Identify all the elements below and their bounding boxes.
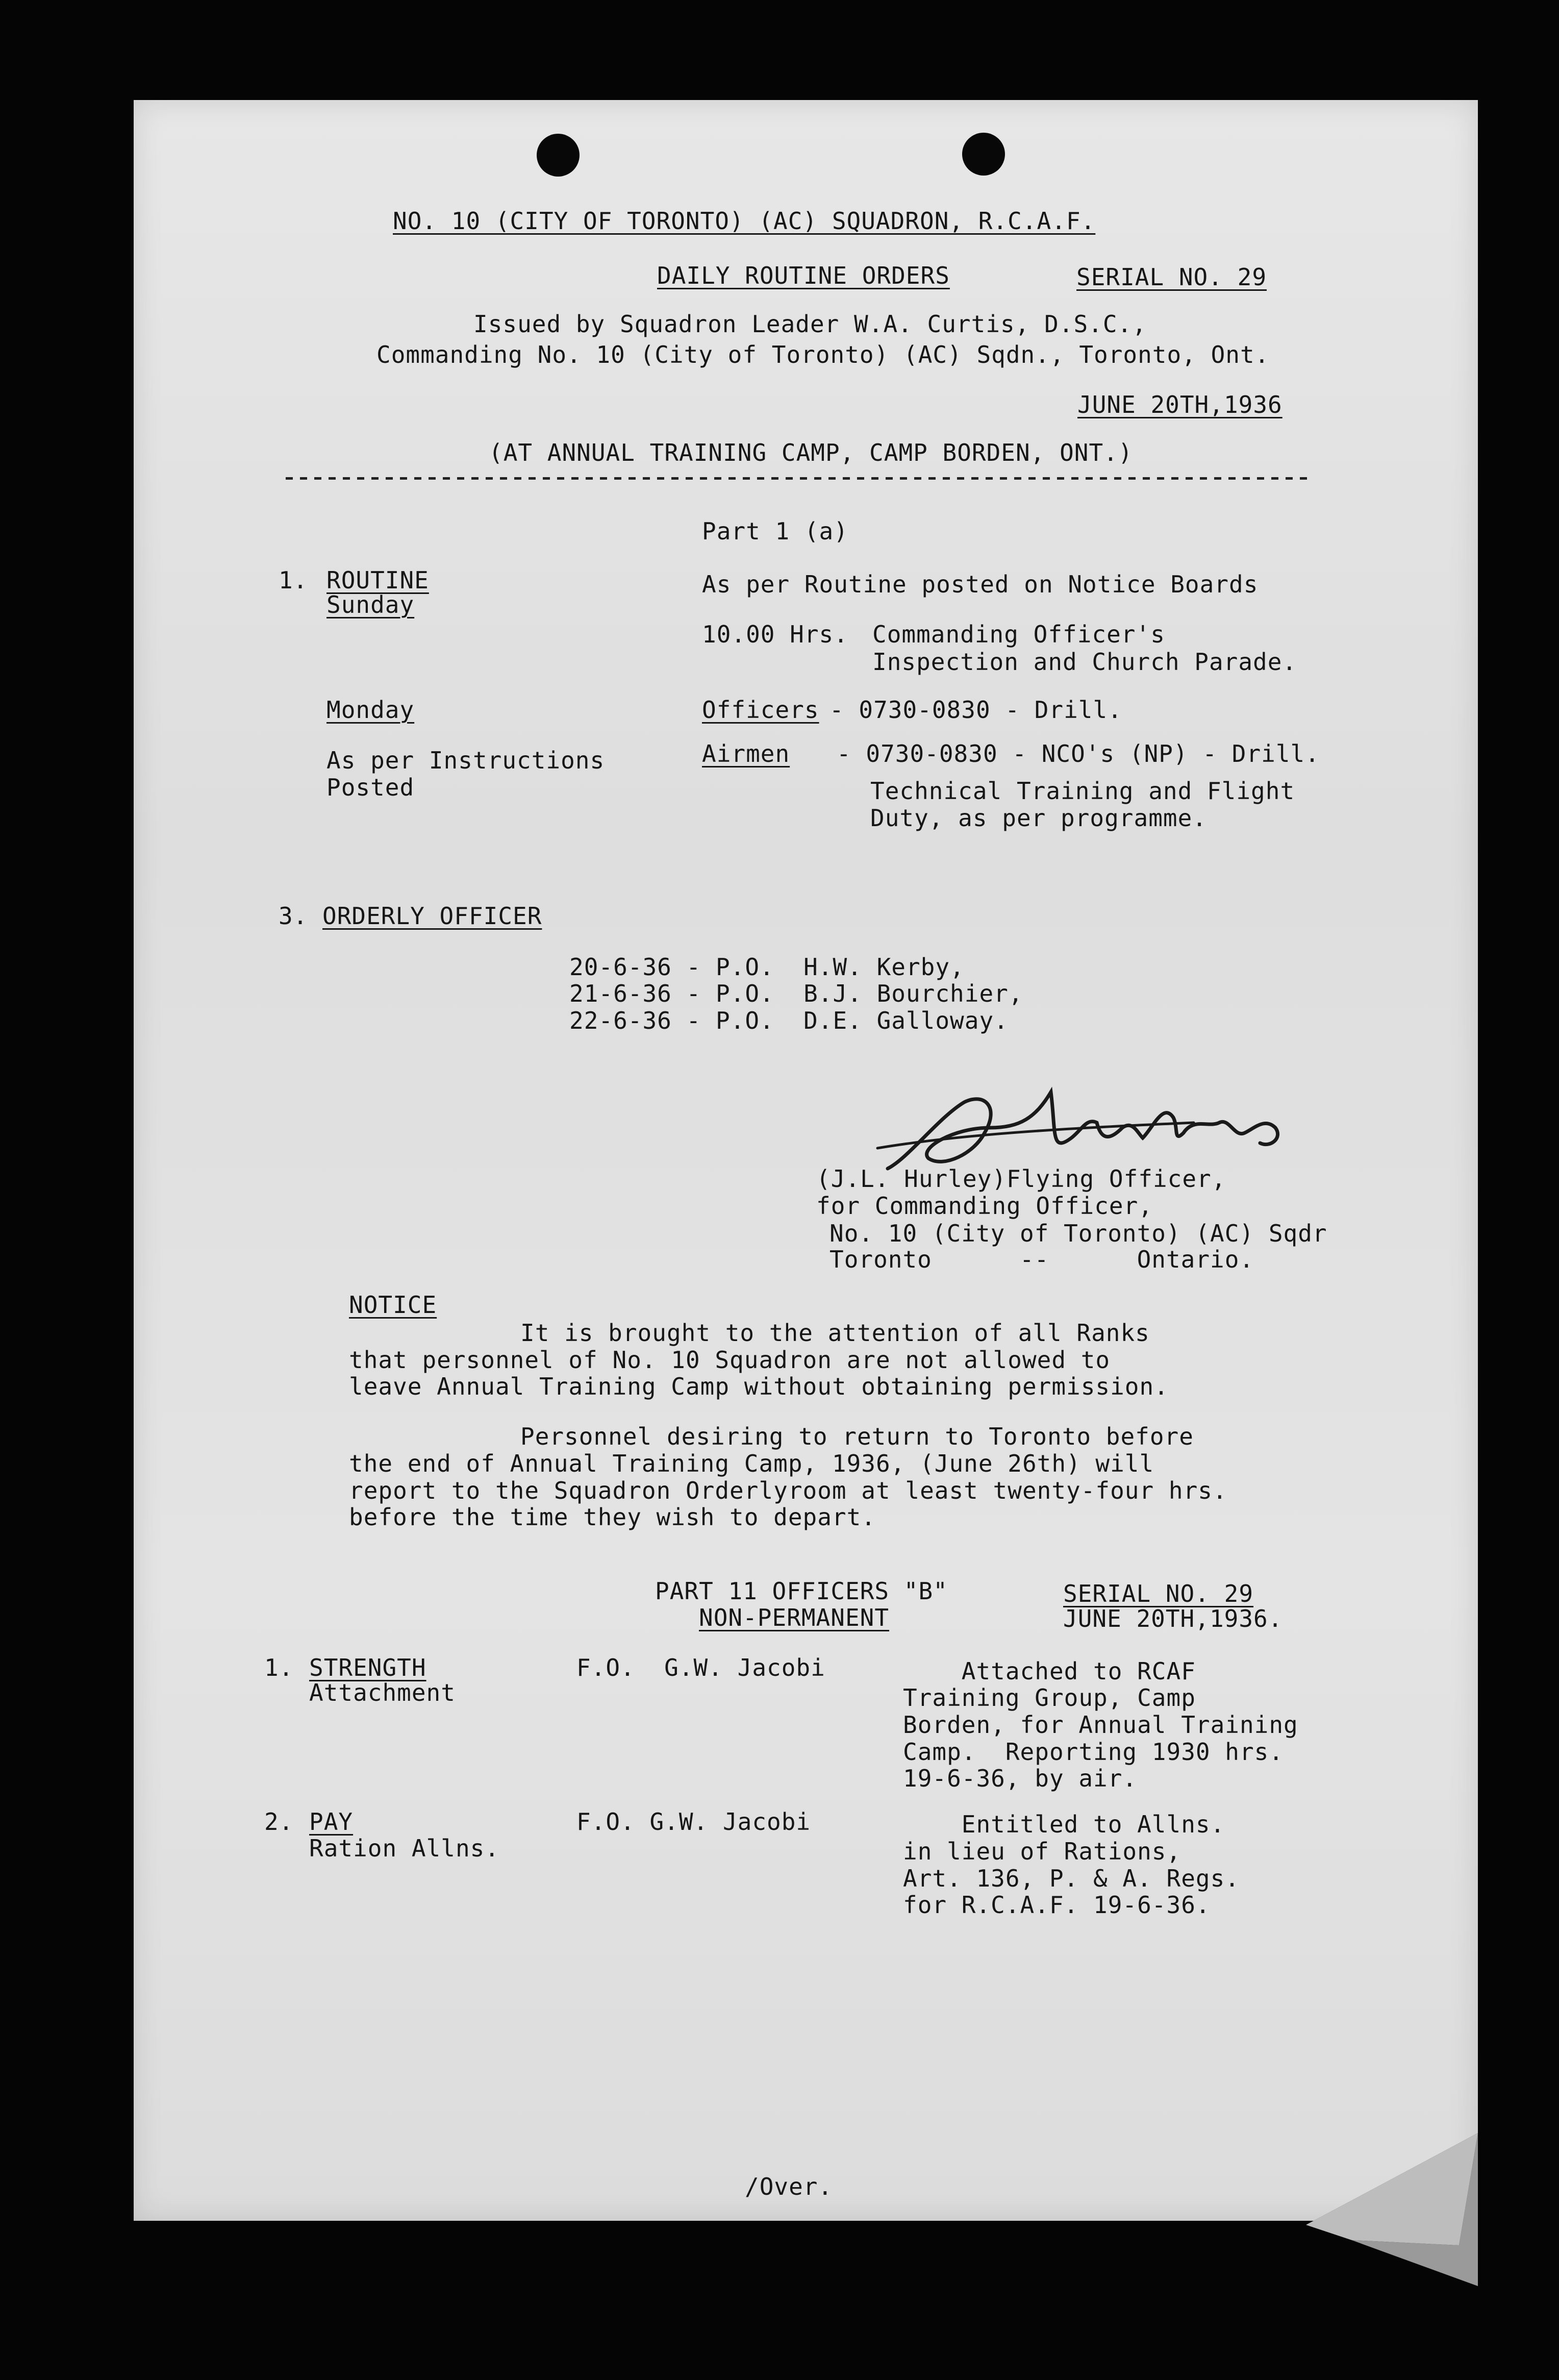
- notice-text: before the time they wish to depart.: [349, 1503, 876, 1531]
- pay-detail: Entitled to Allns.: [903, 1811, 1225, 1838]
- part1-heading: Part 1 (a): [702, 517, 848, 545]
- part2-heading: PART 11 OFFICERS "B": [655, 1577, 948, 1605]
- punch-hole-left: [537, 134, 580, 177]
- monday-note-continued: Posted: [326, 774, 415, 801]
- orderly-entry: 21-6-36 - P.O. B.J. Bourchier,: [569, 980, 1023, 1007]
- orders-title: DAILY ROUTINE ORDERS: [657, 262, 950, 289]
- pay-subtitle: Ration Allns.: [309, 1834, 500, 1862]
- sunday-event-continued: Inspection and Church Parade.: [872, 648, 1297, 676]
- signatory-location: Toronto -- Ontario.: [829, 1246, 1254, 1273]
- sunday-event: Commanding Officer's: [872, 621, 1165, 648]
- sunday-routine: As per Routine posted on Notice Boards: [702, 571, 1259, 598]
- signatory-role: for Commanding Officer,: [816, 1192, 1153, 1220]
- officers-schedule: - 0730-0830 - Drill.: [829, 696, 1122, 724]
- pay-officer: F.O. G.W. Jacobi: [576, 1808, 811, 1836]
- orderly-entry: 22-6-36 - P.O. D.E. Galloway.: [569, 1007, 1009, 1034]
- notice-text: the end of Annual Training Camp, 1936, (June 26th) will: [349, 1450, 1154, 1477]
- strength-detail: Training Group, Camp: [903, 1684, 1196, 1712]
- order-date: JUNE 20TH,1936: [1077, 391, 1283, 418]
- squadron-heading: NO. 10 (CITY OF TORONTO) (AC) SQUADRON, R.C.A.F.: [393, 207, 1096, 235]
- signatory-name: (J.L. Hurley)Flying Officer,: [816, 1165, 1226, 1193]
- airmen-schedule: - 0730-0830 - NCO's (NP) - Drill.: [837, 740, 1320, 767]
- pay-detail: for R.C.A.F. 19-6-36.: [903, 1891, 1211, 1919]
- dashed-divider: [286, 477, 1311, 480]
- pay-detail: in lieu of Rations,: [903, 1838, 1181, 1865]
- orderly-entry: 20-6-36 - P.O. H.W. Kerby,: [569, 953, 965, 981]
- signatory-unit: No. 10 (City of Toronto) (AC) Sqdr: [829, 1220, 1327, 1247]
- notice-title: NOTICE: [349, 1291, 437, 1319]
- item-number: 1.: [279, 566, 308, 594]
- officers-label: Officers: [702, 696, 819, 724]
- item-number: 3.: [279, 902, 308, 930]
- pay-detail: Art. 136, P. & A. Regs.: [903, 1865, 1240, 1892]
- notice-text: that personnel of No. 10 Squadron are not allowed to: [349, 1346, 1111, 1374]
- notice-text: leave Annual Training Camp without obtaining permission.: [349, 1373, 1169, 1400]
- strength-detail: Camp. Reporting 1930 hrs.: [903, 1738, 1284, 1766]
- curled-page-corner: [1306, 2133, 1559, 2378]
- strength-detail: Borden, for Annual Training: [903, 1711, 1298, 1739]
- camp-location: (AT ANNUAL TRAINING CAMP, CAMP BORDEN, ONT.): [489, 439, 1133, 466]
- page-over-marker: /Over.: [745, 2173, 833, 2200]
- part2-date: JUNE 20TH,1936.: [1063, 1605, 1283, 1632]
- orderly-officer-title: ORDERLY OFFICER: [322, 902, 542, 930]
- strength-subtitle: Attachment: [309, 1679, 456, 1706]
- item-number: 2.: [264, 1808, 294, 1836]
- strength-title: STRENGTH: [309, 1654, 426, 1681]
- sunday-label: Sunday: [326, 591, 415, 618]
- serial-number: SERIAL NO. 29: [1076, 263, 1267, 291]
- monday-note: As per Instructions: [326, 747, 605, 774]
- issued-by-line: Issued by Squadron Leader W.A. Curtis, D.S.C.,: [473, 310, 1147, 338]
- punch-hole-right: [962, 133, 1005, 176]
- airmen-training-continued: Duty, as per programme.: [870, 804, 1207, 832]
- strength-officer: F.O. G.W. Jacobi: [576, 1654, 825, 1681]
- notice-text: report to the Squadron Orderlyroom at least twenty-four hrs.: [349, 1477, 1227, 1504]
- part2-serial: SERIAL NO. 29: [1063, 1580, 1254, 1607]
- airmen-training: Technical Training and Flight: [870, 777, 1295, 805]
- part2-subheading: NON-PERMANENT: [699, 1604, 890, 1631]
- strength-detail: 19-6-36, by air.: [903, 1765, 1138, 1792]
- routine-title: ROUTINE: [326, 566, 429, 594]
- airmen-label: Airmen: [702, 740, 790, 767]
- item-number: 1.: [264, 1654, 294, 1681]
- pay-title: PAY: [309, 1808, 354, 1836]
- notice-text: Personnel desiring to return to Toronto before: [520, 1423, 1194, 1450]
- monday-label: Monday: [326, 696, 415, 724]
- sunday-time: 10.00 Hrs.: [702, 621, 848, 648]
- strength-detail: Attached to RCAF: [903, 1657, 1196, 1685]
- commanding-line: Commanding No. 10 (City of Toronto) (AC) Sqdn., Toronto, Ont.: [376, 341, 1270, 368]
- notice-text: It is brought to the attention of all Ranks: [520, 1319, 1150, 1347]
